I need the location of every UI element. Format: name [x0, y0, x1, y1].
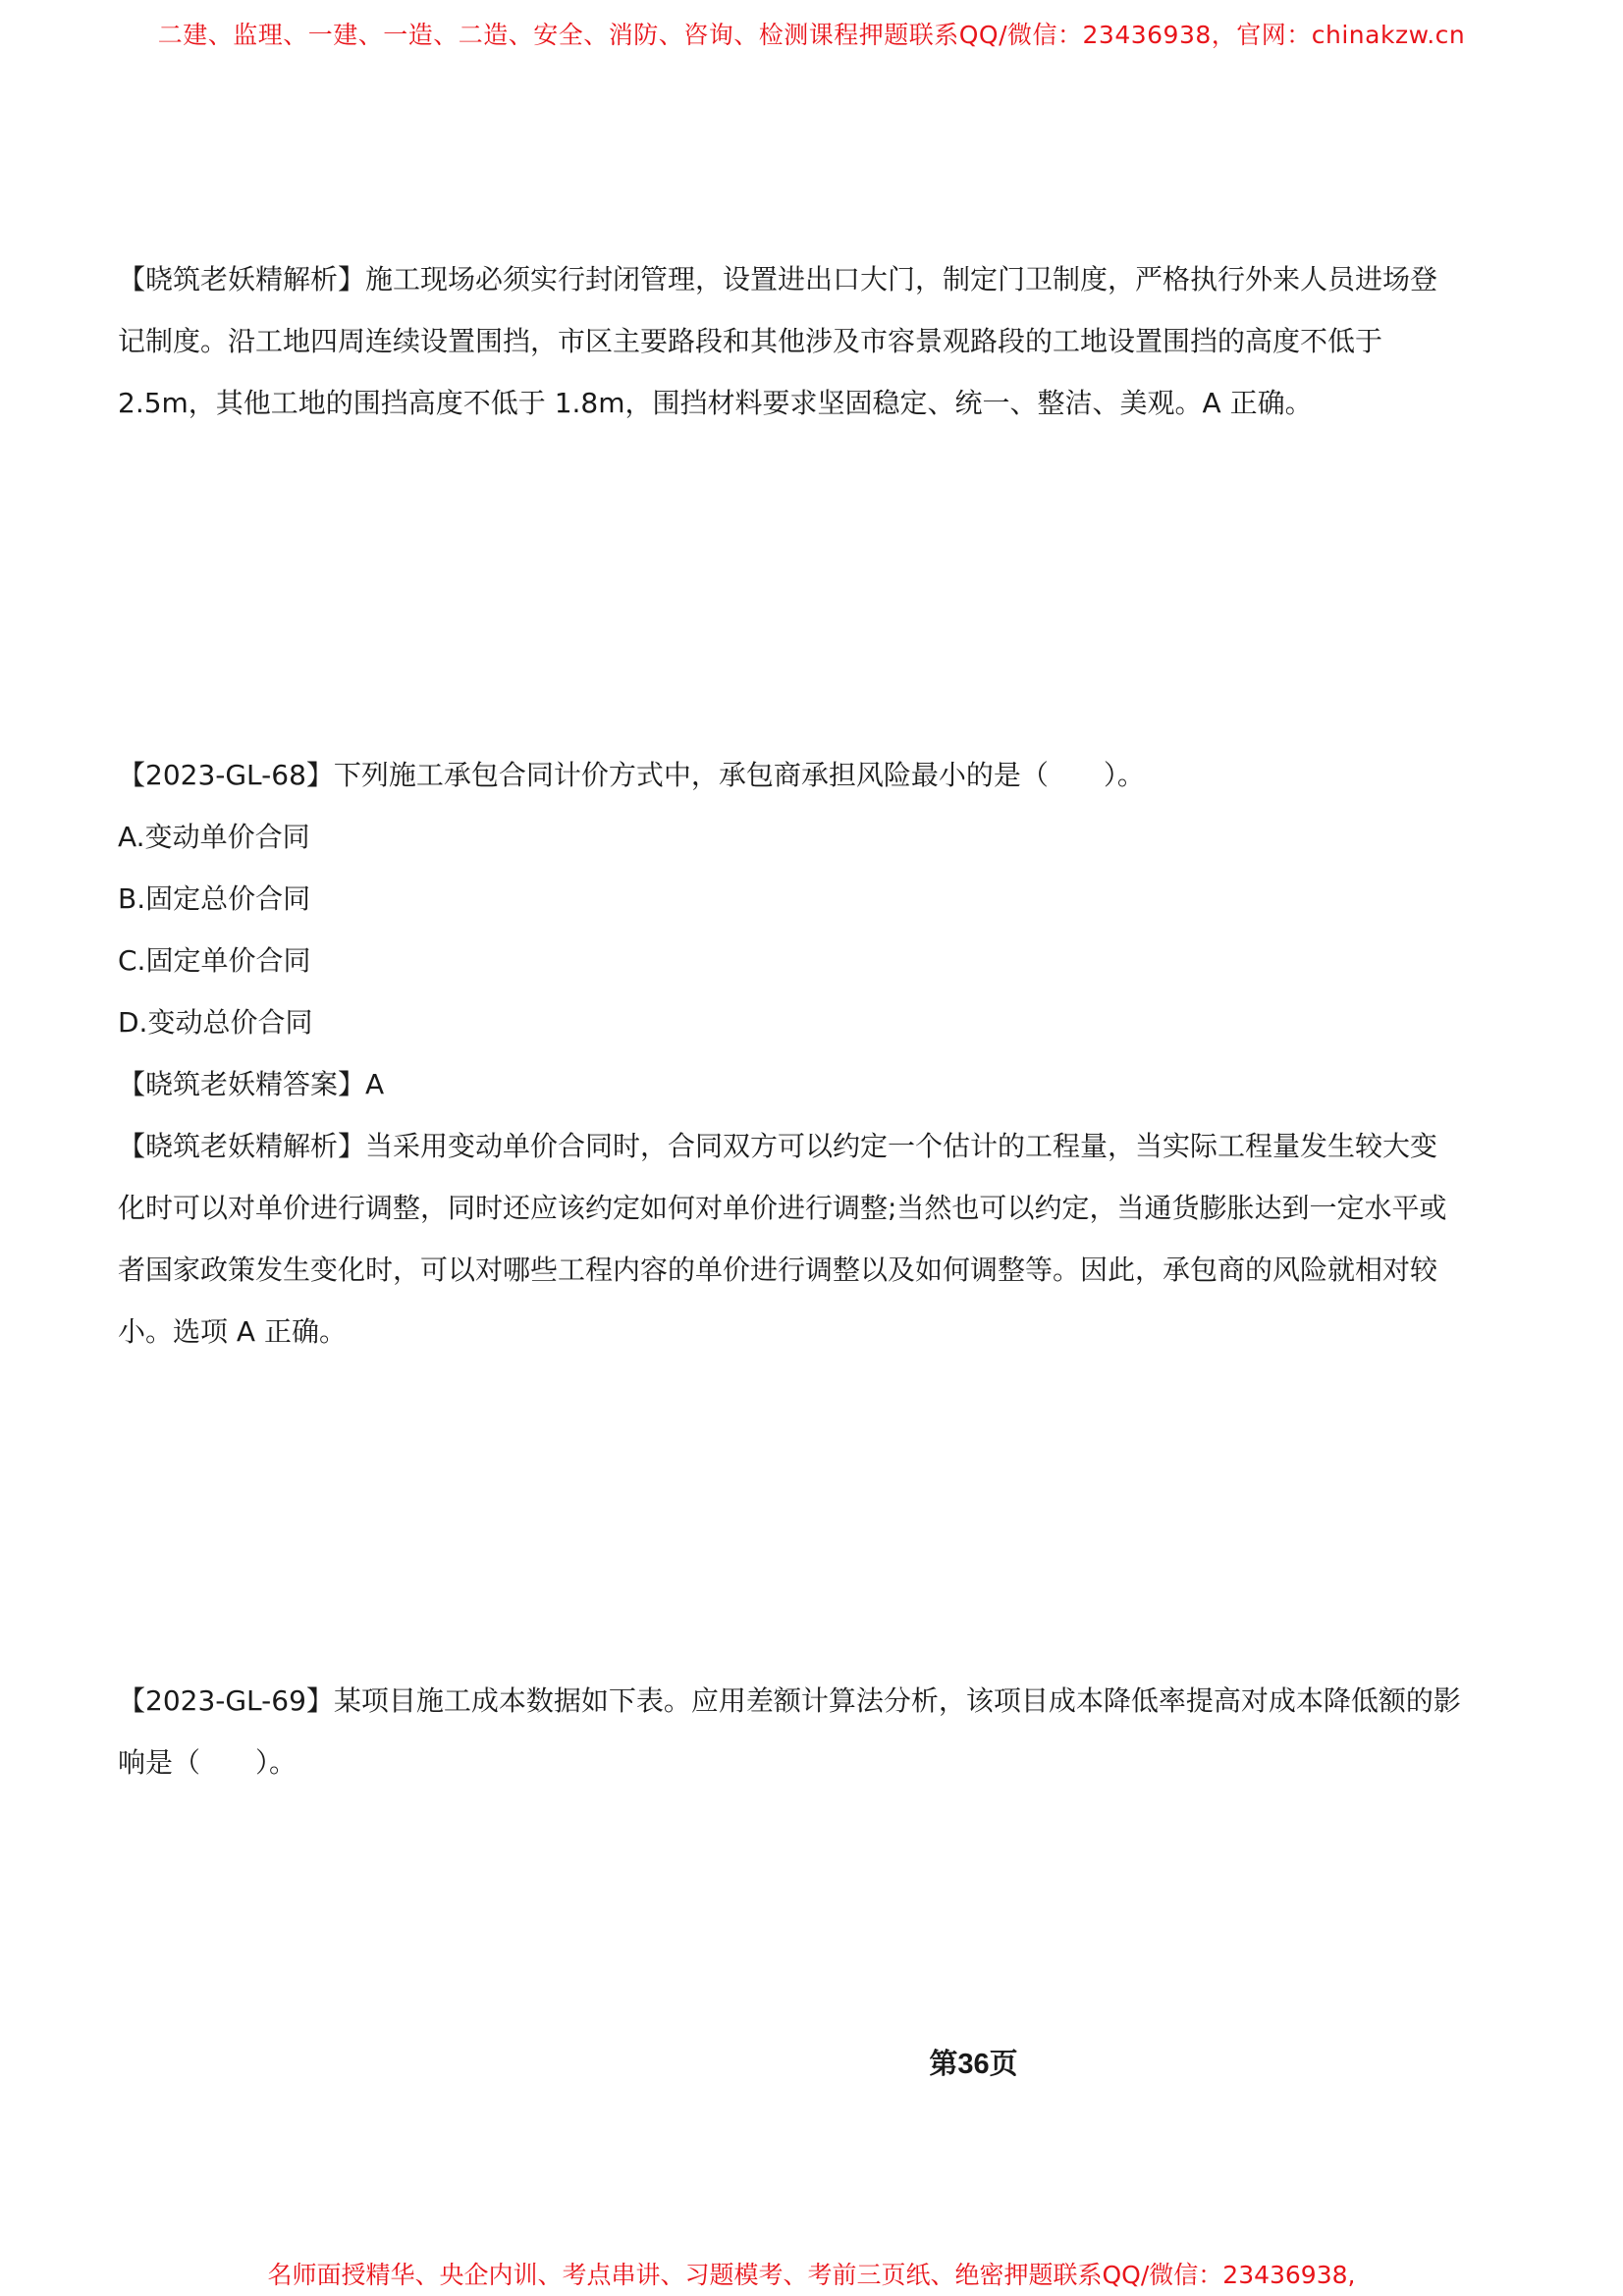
answer-line: 【晓筑老妖精答案】A: [118, 1068, 385, 1100]
analysis-line: 者国家政策发生变化时，可以对哪些工程内容的单价进行调整以及如何调整等。因此，承包商的风险就相对较: [118, 1254, 1438, 1286]
analysis-line: 【晓筑老妖精解析】当采用变动单价合同时，合同双方可以约定一个估计的工程量，当实际工程量发生较大变: [118, 1130, 1438, 1162]
question-block-gl-68: [118, 744, 1512, 1362]
question-stem: 【2023-GL-68】下列施工承包合同计价方式中，承包商承担风险最小的是（ ）。: [118, 759, 1145, 791]
analysis-line: 化时可以对单价进行调整，同时还应该约定如何对单价进行调整;当然也可以约定，当通货膨胀达到一定水平或: [118, 1192, 1447, 1224]
analysis-line: 2.5m，其他工地的围挡高度不低于 1.8m，围挡材料要求坚固稳定、统一、整洁、美观。A 正确。: [118, 387, 1313, 419]
option-a: A.变动单价合同: [118, 821, 310, 853]
analysis-line: 小。选项 A 正确。: [118, 1315, 347, 1348]
analysis-block-previous: [118, 248, 1512, 434]
question-stem-continuation: 响是（ ）。: [118, 1746, 298, 1779]
option-b: B.固定总价合同: [118, 882, 311, 915]
question-block-gl-69: [118, 1670, 1512, 1793]
question-stem: 【2023-GL-69】某项目施工成本数据如下表。应用差额计算法分析，该项目成本降低率提高对成本降低额的影: [118, 1684, 1461, 1717]
analysis-line: 【晓筑老妖精解析】施工现场必须实行封闭管理，设置进出口大门，制定门卫制度，严格执行外来人员进场登: [118, 263, 1438, 295]
footer-promo-banner: 名师面授精华、央企内训、考点串讲、习题模考、考前三页纸、绝密押题联系QQ/微信：23436938,: [267, 2261, 1356, 2289]
option-c: C.固定单价合同: [118, 944, 311, 977]
option-d: D.变动总价合同: [118, 1006, 313, 1039]
analysis-line: 记制度。沿工地四周连续设置围挡，市区主要路段和其他涉及市容景观路段的工地设置围挡的高度不低于: [118, 325, 1383, 357]
header-promo-banner: 二建、监理、一建、一造、二造、安全、消防、咨询、检测课程押题联系QQ/微信：23436938，官网：chinakzw.cn: [157, 21, 1466, 49]
page-number: 第36页: [929, 2049, 1018, 2080]
